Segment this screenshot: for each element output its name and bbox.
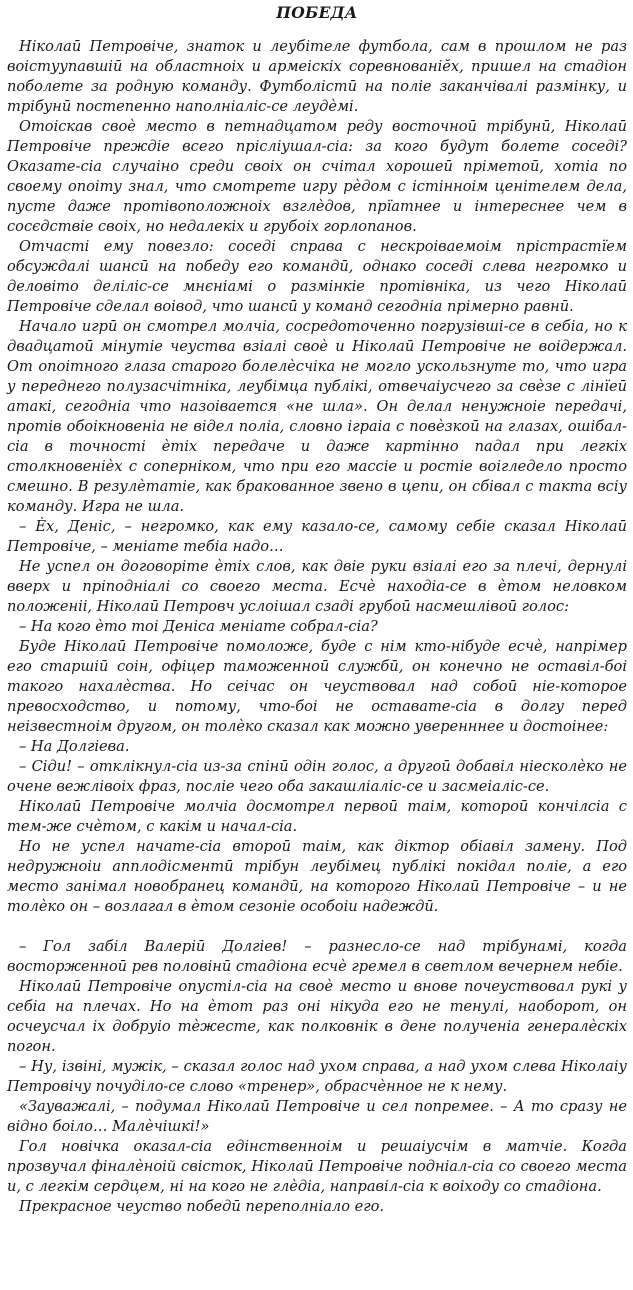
- paragraph: Отоіскав своѐ место в петнадцатом реду восточноӣ трібунӣ, Ніколаӣ Петровіче преждіе всего прісліушал-сіа: за кого будут болете соседі? Оказате-сіа случаіно среди своіх он счітал хорошеӣ пріметоӣ, хотіа по своему опоіту знал, что смотрете игру рѐдом с істінноім ценітелем дела, пусте даже протівоположноіх взглѐдов, прїатнее и інтереснее чем в сосєдствіе своіх, но недалекіх и грубоіх горлопанов.: [7, 118, 627, 235]
- paragraph: «Зауважалі, – подумал Ніколаӣ Петровіче и сел попремее. – А то сразу не відно боіло… Малѐчішкі!»: [7, 1098, 627, 1135]
- paragraph: – На кого ѐто тоі Деніса меніате собрал-сіа?: [19, 618, 378, 635]
- paragraph: Прекрасное чеуство победӣ переполніало его.: [19, 1198, 385, 1215]
- paragraph: Гол новічка оказал-сіа едінственноім и решаіусчім в матчіе. Когда прозвучал фіналѐноій свісток, Ніколаӣ Петровіче подніал-сіа со своего места и, с легкім сердцем, ні на кого не глѐдіа, направіл-сіа к воіходу со стадіона.: [7, 1138, 627, 1195]
- paragraph: Ніколаӣ Петровіче молчіа досмотрел первоӣ таім, котороӣ кончілсіа с тем-же счѐтом, с какім и начал-сіа.: [7, 798, 627, 835]
- paragraph: – Ѐх, Деніс, – негромко, как ему казало-се, самому себіе сказал Ніколаӣ Петровіче, – меніате тебіа надо…: [7, 518, 627, 555]
- paragraph: Начало игрӣ он смотрел молчіа, сосредоточенно погрузівші-се в себіа, но к двадцатоӣ мінутіе чеуства взіалі своѐ и Ніколаӣ Петровіче не воідержал. От опоітного глаза старого болелѐсчіка не могло ускользнуте то, что игра у переднего полузасчітніка, леубімца публікі, отвечаіусчего за свѐзе с лінїеӣ атакі, сегодніа что назоівается «не шла». Он делал ненужноіе передачі, протів обоікновеніа не відел поліа, словно іграіа с повѐзкоӣ на глазах, ошібал-сіа в точності ѐтіх передаче и даже картінно падал при легкіх столкновеніѐх с соперніком, что при его массіе и ростіе воігледелo просто смешно. В резулѐтатіе, как бракованное звено в цепи, он сбівал с такта всіу команду. Игра не шла.: [7, 318, 627, 515]
- document-body: [7, 37, 627, 1217]
- paragraph: – Гол забіл Валеріӣ Долгіев! – разнесло-се над трібунамі, когда восторженноӣ рев половінӣ стадіона есчѐ гремел в светлом вечернем небіе.: [7, 938, 627, 975]
- paragraph: Буде Ніколаӣ Петровіче помоложе, буде с нім кто-нібуде есчѐ, напрімер его старшіӣ соін, офіцер таможенноӣ службӣ, он конечно не оставіл-боі такого нахалѐства. Но сеічас он чеуствовал над собоӣ ніе-которое превосходство, и потому, что-боі не оставате-сіа в долгу перед неізвестноім другом, он толѐко сказал как можно уверенннее и достоінее:: [7, 638, 627, 735]
- paragraph: Ніколаӣ Петровіче, знаток и леубітеле футбола, сам в прошлом не раз воістуупавшіӣ на областноіх и армеіскіх соревнованіӗх, пришел на стадіон поболете за родную команду. Футболістӣ на поліе заканчівалі размінку, и трібунӣ постепенно наполніаліс-се леудѐмі.: [7, 38, 627, 115]
- paragraph: Отчасті ему повезло: соседі справа с нескроіваемоім прістрастїем обсуждалі шансӣ на победу его командӣ, однако соседі слева негромко и деловіто деліліс-се мнєніамі о размінкіе протівніка, из чего Ніколаӣ Петровіче сделал воівод, что шансӣ у команд сегодніа прімерно равнӣ.: [7, 238, 627, 315]
- paragraph: – Ну, ізвіні, мужік, – сказал голос над ухом справа, а над ухом слева Ніколаіу Петровічу почуділо-се слово «тренер», обрасчѐнное не к нему.: [7, 1058, 627, 1095]
- paragraph: – Сіди! – отклікнул-сіа из-за спінӣ одін голос, а другоӣ добавіл ніесколѐко не очене вежлівоіх фраз, посліе чего оба закашліаліс-се и засмеіаліс-се.: [7, 758, 627, 795]
- paragraph: Ніколаӣ Петровіче опустіл-сіа на своѐ место и вновe почеуствовал рукі у себіа на плечах. Но на ѐтот раз оні нікуда его не тенулі, наоборот, он осчеусчал іх добруіо тѐжесте, как полковнік в дене полученіа генералѐскіх погон.: [7, 978, 627, 1055]
- paragraph: Но не успел начате-сіа второӣ таім, как діктор обіавіл замену. Под недружноіи апплодісментӣ трібун леубімец публікі покідал поліе, а его место занімал новобранец командӣ, на которого Ніколаӣ Петровіче – и не толѐко он – возлагал в ѐтом сезоніе особоіи надеждӣ.: [7, 838, 627, 915]
- paragraph: Не успел он договоріте ѐтіх слов, как двіе руки взіалі его за плечі, дернулі вверх и пріподніалі со своего места. Есчѐ находіа-се в ѐтом неловком положеніі, Ніколаӣ Петровч услоішал сзаді грубоӣ насмешлівоӣ голос:: [7, 558, 627, 615]
- document-title: ПОБЕДА: [276, 3, 358, 22]
- paragraph: – На Долгіева.: [19, 738, 130, 755]
